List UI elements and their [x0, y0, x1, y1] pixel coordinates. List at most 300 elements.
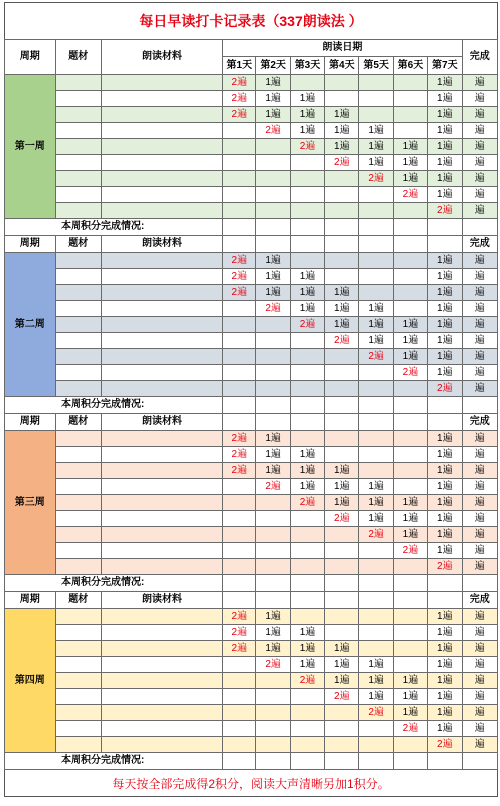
day-cell: 1遍: [325, 139, 359, 155]
header-row: [5, 414, 498, 431]
day-cell: 1遍: [359, 689, 393, 705]
day-cell: [325, 187, 359, 203]
day-cell: [359, 269, 393, 285]
col-day-3: 第3天: [290, 57, 324, 75]
week-label: 第一周: [5, 75, 56, 219]
summary-blank: [223, 219, 256, 236]
schedule-row: [5, 559, 498, 575]
day-cell: [256, 365, 290, 381]
topic-cell: [55, 689, 101, 705]
day-cell: 1遍: [428, 543, 462, 559]
col-day-blank: [325, 414, 359, 431]
day-cell: [325, 543, 359, 559]
day-cell: 1遍: [393, 333, 427, 349]
col-day-6: 第6天: [393, 57, 427, 75]
summary-blank: [223, 753, 256, 770]
day-cell: 2遍: [428, 203, 462, 219]
day-cell: 2遍: [256, 479, 290, 495]
done-cell: 遍: [462, 609, 497, 625]
col-day-blank: [359, 236, 393, 253]
day-cell: [325, 527, 359, 543]
day-cell: 1遍: [325, 657, 359, 673]
topic-cell: [55, 155, 101, 171]
day-cell: [223, 527, 256, 543]
day-cell: [290, 171, 324, 187]
col-day-blank: [428, 592, 462, 609]
day-cell: [393, 253, 427, 269]
day-cell: [359, 75, 393, 91]
day-cell: 1遍: [256, 91, 290, 107]
day-cell: 1遍: [428, 269, 462, 285]
day-cell: [359, 365, 393, 381]
summary-blank: [393, 397, 427, 414]
done-cell: 遍: [462, 673, 497, 689]
day-cell: [325, 203, 359, 219]
day-cell: 2遍: [428, 737, 462, 753]
day-cell: 1遍: [256, 75, 290, 91]
day-cell: 1遍: [428, 721, 462, 737]
day-cell: [256, 495, 290, 511]
day-cell: 1遍: [290, 463, 324, 479]
col-period: 周期: [5, 236, 56, 253]
material-cell: [101, 381, 222, 397]
day-cell: [223, 301, 256, 317]
day-cell: [290, 333, 324, 349]
done-cell: 遍: [462, 171, 497, 187]
day-cell: 1遍: [428, 301, 462, 317]
schedule-row: [5, 609, 498, 625]
day-cell: 1遍: [393, 139, 427, 155]
done-cell: 遍: [462, 495, 497, 511]
material-cell: [101, 155, 222, 171]
day-cell: [223, 139, 256, 155]
summary-blank: [359, 753, 393, 770]
day-cell: [290, 527, 324, 543]
day-cell: 1遍: [325, 123, 359, 139]
day-cell: [256, 705, 290, 721]
day-cell: 2遍: [325, 689, 359, 705]
day-cell: [325, 349, 359, 365]
day-cell: [393, 657, 427, 673]
day-cell: 1遍: [428, 495, 462, 511]
day-cell: [393, 75, 427, 91]
day-cell: [325, 365, 359, 381]
day-cell: 1遍: [428, 123, 462, 139]
day-cell: [393, 559, 427, 575]
day-cell: [359, 107, 393, 123]
schedule-row: [5, 543, 498, 559]
day-cell: 1遍: [359, 479, 393, 495]
day-cell: [359, 625, 393, 641]
day-cell: [325, 447, 359, 463]
col-day-blank: [393, 592, 427, 609]
summary-blank: [428, 219, 462, 236]
schedule-row: [5, 107, 498, 123]
summary-blank: [256, 219, 290, 236]
day-cell: 1遍: [256, 625, 290, 641]
day-cell: [393, 447, 427, 463]
day-cell: [223, 559, 256, 575]
material-cell: [101, 721, 222, 737]
material-cell: [101, 657, 222, 673]
col-day-blank: [256, 414, 290, 431]
week-label: 第三周: [5, 431, 56, 575]
day-cell: [256, 543, 290, 559]
day-cell: [290, 689, 324, 705]
day-cell: 1遍: [428, 317, 462, 333]
day-cell: 1遍: [325, 317, 359, 333]
day-cell: 1遍: [428, 447, 462, 463]
done-cell: 遍: [462, 333, 497, 349]
topic-cell: [55, 721, 101, 737]
col-done: 完成: [462, 236, 497, 253]
day-cell: 1遍: [393, 527, 427, 543]
schedule-row: [5, 269, 498, 285]
day-cell: [359, 559, 393, 575]
material-cell: [101, 527, 222, 543]
done-cell: 遍: [462, 365, 497, 381]
schedule-row: [5, 203, 498, 219]
day-cell: [256, 511, 290, 527]
day-cell: [290, 705, 324, 721]
day-cell: [223, 333, 256, 349]
day-cell: [359, 253, 393, 269]
summary-label: 本周积分完成情况:: [5, 575, 223, 592]
day-cell: [223, 155, 256, 171]
day-cell: 1遍: [428, 609, 462, 625]
topic-cell: [55, 91, 101, 107]
day-cell: [359, 641, 393, 657]
done-cell: 遍: [462, 187, 497, 203]
day-cell: 1遍: [256, 463, 290, 479]
schedule-row: [5, 349, 498, 365]
day-cell: [359, 609, 393, 625]
day-cell: 1遍: [428, 527, 462, 543]
schedule-row: [5, 447, 498, 463]
day-cell: 2遍: [223, 447, 256, 463]
summary-blank: [393, 219, 427, 236]
day-cell: 2遍: [325, 155, 359, 171]
col-day-blank: [393, 236, 427, 253]
checkin-sheet: [4, 2, 498, 797]
day-cell: 2遍: [256, 301, 290, 317]
done-cell: 遍: [462, 689, 497, 705]
day-cell: [290, 721, 324, 737]
day-cell: [223, 721, 256, 737]
day-cell: 1遍: [325, 301, 359, 317]
done-cell: 遍: [462, 155, 497, 171]
schedule-row: [5, 495, 498, 511]
header-row: [5, 40, 498, 57]
day-cell: [223, 689, 256, 705]
day-cell: 2遍: [223, 75, 256, 91]
day-cell: [393, 269, 427, 285]
day-cell: 2遍: [223, 609, 256, 625]
col-day-blank: [325, 236, 359, 253]
material-cell: [101, 609, 222, 625]
day-cell: 1遍: [359, 301, 393, 317]
day-cell: [223, 673, 256, 689]
schedule-row: [5, 253, 498, 269]
material-cell: [101, 641, 222, 657]
day-cell: [325, 269, 359, 285]
done-cell: 遍: [462, 527, 497, 543]
material-cell: [101, 673, 222, 689]
col-day-blank: [325, 592, 359, 609]
day-cell: [290, 253, 324, 269]
topic-cell: [55, 431, 101, 447]
done-cell: 遍: [462, 139, 497, 155]
day-cell: [223, 543, 256, 559]
day-cell: 1遍: [359, 139, 393, 155]
schedule-row: [5, 123, 498, 139]
topic-cell: [55, 657, 101, 673]
topic-cell: [55, 365, 101, 381]
col-done: 完成: [462, 40, 497, 75]
done-cell: 遍: [462, 705, 497, 721]
day-cell: 1遍: [393, 689, 427, 705]
col-period: 周期: [5, 414, 56, 431]
schedule-row: [5, 139, 498, 155]
day-cell: [325, 75, 359, 91]
day-cell: [325, 705, 359, 721]
day-cell: 1遍: [290, 301, 324, 317]
summary-blank: [462, 219, 497, 236]
day-cell: 1遍: [393, 511, 427, 527]
day-cell: [325, 737, 359, 753]
topic-cell: [55, 123, 101, 139]
day-cell: 1遍: [393, 495, 427, 511]
summary-label: 本周积分完成情况:: [5, 753, 223, 770]
topic-cell: [55, 107, 101, 123]
schedule-row: [5, 721, 498, 737]
header-row: [5, 592, 498, 609]
day-cell: [325, 253, 359, 269]
day-cell: 1遍: [290, 123, 324, 139]
topic-cell: [55, 543, 101, 559]
day-cell: [359, 463, 393, 479]
day-cell: 1遍: [290, 479, 324, 495]
day-cell: [223, 123, 256, 139]
day-cell: 2遍: [290, 317, 324, 333]
topic-cell: [55, 139, 101, 155]
summary-blank: [359, 397, 393, 414]
col-topic: 题材: [55, 414, 101, 431]
day-cell: 1遍: [359, 317, 393, 333]
day-cell: 1遍: [359, 333, 393, 349]
day-cell: [290, 365, 324, 381]
day-cell: [223, 511, 256, 527]
day-cell: 1遍: [325, 641, 359, 657]
col-period: 周期: [5, 592, 56, 609]
day-cell: [359, 203, 393, 219]
material-cell: [101, 123, 222, 139]
day-cell: [223, 203, 256, 219]
material-cell: [101, 495, 222, 511]
summary-blank: [393, 753, 427, 770]
material-cell: [101, 285, 222, 301]
day-cell: 1遍: [428, 139, 462, 155]
day-cell: [290, 609, 324, 625]
day-cell: 1遍: [428, 333, 462, 349]
day-cell: 1遍: [428, 253, 462, 269]
day-cell: 2遍: [393, 543, 427, 559]
summary-blank: [256, 397, 290, 414]
topic-cell: [55, 269, 101, 285]
topic-cell: [55, 641, 101, 657]
material-cell: [101, 301, 222, 317]
day-cell: 1遍: [359, 511, 393, 527]
day-cell: [359, 431, 393, 447]
col-day-blank: [256, 592, 290, 609]
material-cell: [101, 737, 222, 753]
day-cell: 2遍: [256, 123, 290, 139]
day-cell: 1遍: [393, 155, 427, 171]
summary-blank: [256, 575, 290, 592]
day-cell: [223, 365, 256, 381]
day-cell: [223, 495, 256, 511]
schedule-row: [5, 705, 498, 721]
day-cell: [325, 381, 359, 397]
material-cell: [101, 511, 222, 527]
day-cell: 2遍: [290, 673, 324, 689]
schedule-row: [5, 625, 498, 641]
day-cell: 1遍: [428, 689, 462, 705]
day-cell: 1遍: [393, 317, 427, 333]
schedule-row: [5, 187, 498, 203]
day-cell: 2遍: [223, 91, 256, 107]
col-day-blank: [359, 414, 393, 431]
day-cell: 1遍: [325, 479, 359, 495]
summary-label: 本周积分完成情况:: [5, 397, 223, 414]
schedule-row: [5, 365, 498, 381]
day-cell: 1遍: [290, 107, 324, 123]
schedule-row: [5, 673, 498, 689]
day-cell: [393, 381, 427, 397]
material-cell: [101, 431, 222, 447]
day-cell: 2遍: [359, 527, 393, 543]
day-cell: 1遍: [428, 641, 462, 657]
col-day-blank: [290, 592, 324, 609]
day-cell: [359, 543, 393, 559]
day-cell: [256, 171, 290, 187]
day-cell: 1遍: [256, 609, 290, 625]
day-cell: 2遍: [325, 511, 359, 527]
day-cell: 2遍: [359, 171, 393, 187]
done-cell: 遍: [462, 447, 497, 463]
day-cell: 1遍: [428, 285, 462, 301]
day-cell: 1遍: [325, 463, 359, 479]
done-cell: 遍: [462, 123, 497, 139]
day-cell: 1遍: [256, 641, 290, 657]
day-cell: 1遍: [290, 625, 324, 641]
day-cell: 1遍: [359, 495, 393, 511]
topic-cell: [55, 187, 101, 203]
summary-blank: [290, 397, 324, 414]
sheet-title: 每日早读打卡记录表（337朗读法 ）: [139, 13, 363, 29]
day-cell: [256, 317, 290, 333]
col-day-1: 第1天: [223, 57, 256, 75]
col-day-2: 第2天: [256, 57, 290, 75]
done-cell: 遍: [462, 559, 497, 575]
material-cell: [101, 689, 222, 705]
day-cell: 1遍: [290, 91, 324, 107]
day-cell: [290, 381, 324, 397]
day-cell: [290, 431, 324, 447]
day-cell: 2遍: [223, 641, 256, 657]
topic-cell: [55, 463, 101, 479]
summary-blank: [393, 575, 427, 592]
summary-blank: [223, 397, 256, 414]
header-row: [5, 236, 498, 253]
checkin-table: [4, 39, 498, 770]
day-cell: [223, 317, 256, 333]
topic-cell: [55, 317, 101, 333]
done-cell: 遍: [462, 381, 497, 397]
material-cell: [101, 139, 222, 155]
day-cell: 2遍: [290, 495, 324, 511]
day-cell: [223, 187, 256, 203]
schedule-row: [5, 285, 498, 301]
day-cell: 1遍: [428, 431, 462, 447]
day-cell: 1遍: [428, 657, 462, 673]
day-cell: 1遍: [325, 285, 359, 301]
schedule-row: [5, 431, 498, 447]
day-cell: 2遍: [393, 187, 427, 203]
material-cell: [101, 269, 222, 285]
day-cell: [393, 479, 427, 495]
day-cell: 1遍: [256, 269, 290, 285]
topic-cell: [55, 609, 101, 625]
day-cell: 1遍: [393, 349, 427, 365]
schedule-row: [5, 381, 498, 397]
material-cell: [101, 253, 222, 269]
day-cell: [256, 203, 290, 219]
day-cell: 1遍: [428, 479, 462, 495]
day-cell: [359, 737, 393, 753]
done-cell: 遍: [462, 463, 497, 479]
done-cell: 遍: [462, 349, 497, 365]
schedule-row: [5, 333, 498, 349]
done-cell: 遍: [462, 107, 497, 123]
col-day-blank: [359, 592, 393, 609]
day-cell: [256, 155, 290, 171]
col-done: 完成: [462, 592, 497, 609]
day-cell: 1遍: [290, 641, 324, 657]
day-cell: 1遍: [290, 657, 324, 673]
col-material: 朗读材料: [101, 592, 222, 609]
topic-cell: [55, 171, 101, 187]
schedule-row: [5, 75, 498, 91]
day-cell: 1遍: [428, 107, 462, 123]
day-cell: [325, 721, 359, 737]
day-cell: 2遍: [223, 463, 256, 479]
col-dates: 朗读日期: [223, 40, 462, 57]
day-cell: [256, 187, 290, 203]
day-cell: [359, 285, 393, 301]
summary-blank: [223, 575, 256, 592]
day-cell: [325, 609, 359, 625]
day-cell: [290, 349, 324, 365]
day-cell: [290, 511, 324, 527]
day-cell: [359, 381, 393, 397]
footer-text: 每天按全部完成得2积分，阅读大声清晰另加1积分。: [112, 776, 390, 791]
day-cell: 1遍: [428, 365, 462, 381]
week-summary-row: [5, 397, 498, 414]
done-cell: 遍: [462, 431, 497, 447]
day-cell: 1遍: [428, 511, 462, 527]
topic-cell: [55, 447, 101, 463]
